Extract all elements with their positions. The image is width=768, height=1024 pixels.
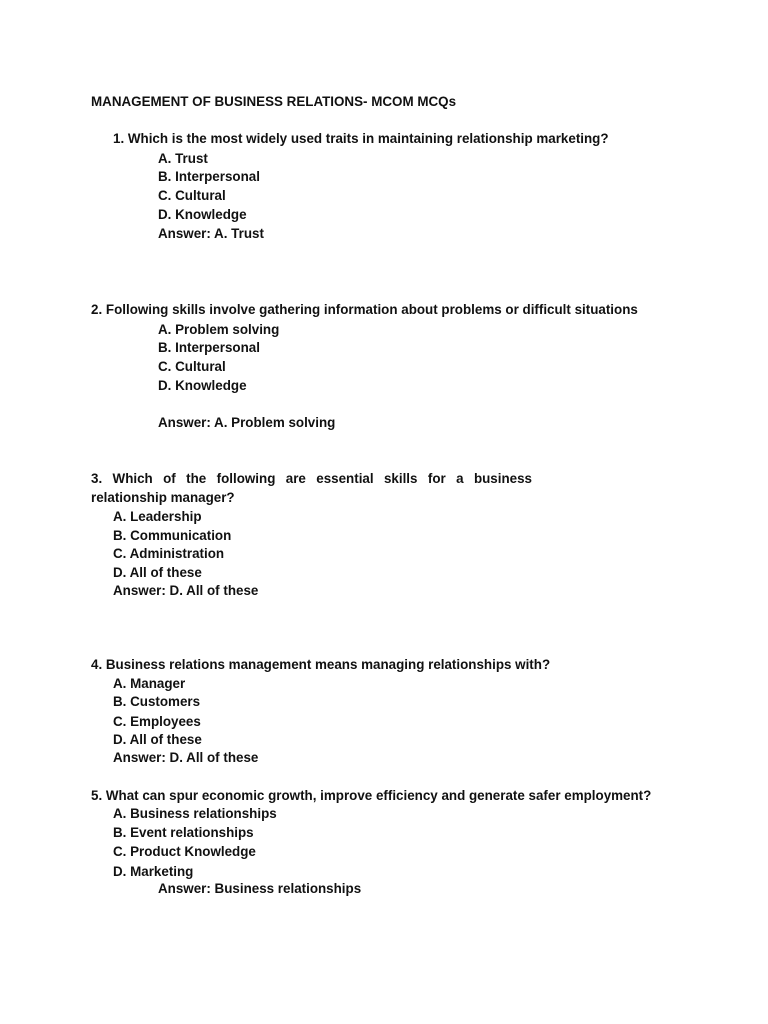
question-text: 1. Which is the most widely used traits in maintaining relationship marketing? [113, 131, 609, 146]
option-a: A. Problem solving [158, 322, 280, 337]
option-d: D. Marketing [113, 864, 194, 879]
option-d: D. All of these [113, 732, 202, 747]
option-c: C. Product Knowledge [113, 844, 256, 859]
option-d: D. Knowledge [158, 207, 247, 222]
option-b: B. Interpersonal [158, 340, 260, 355]
question-text-line-2: relationship manager? [91, 490, 235, 505]
option-a: A. Business relationships [113, 806, 277, 821]
option-d: D. Knowledge [158, 378, 247, 393]
option-c: C. Employees [113, 714, 201, 729]
question-text: 4. Business relations management means managing relationships with? [91, 657, 551, 672]
question-text: 5. What can spur economic growth, improve efficiency and generate safer employment? [91, 788, 652, 803]
answer: Answer: Business relationships [158, 881, 362, 896]
option-b: B. Event relationships [113, 825, 254, 840]
question-text: 2. Following skills involve gathering information about problems or difficult situations [91, 302, 638, 317]
option-c: C. Administration [113, 546, 225, 561]
option-d: D. All of these [113, 565, 202, 580]
question-text-line-1: 3. Which of the following are essential skills for a business [91, 471, 532, 486]
answer: Answer: A. Trust [158, 226, 264, 241]
document-title: MANAGEMENT OF BUSINESS RELATIONS- MCOM MCQs [91, 94, 457, 109]
option-c: C. Cultural [158, 359, 226, 374]
option-a: A. Leadership [113, 509, 202, 524]
option-b: B. Communication [113, 528, 232, 543]
option-b: B. Customers [113, 694, 201, 709]
answer: Answer: D. All of these [113, 583, 259, 598]
option-a: A. Trust [158, 151, 208, 166]
option-c: C. Cultural [158, 188, 226, 203]
option-a: A. Manager [113, 676, 186, 691]
answer: Answer: A. Problem solving [158, 415, 336, 430]
option-b: B. Interpersonal [158, 169, 260, 184]
answer: Answer: D. All of these [113, 750, 259, 765]
